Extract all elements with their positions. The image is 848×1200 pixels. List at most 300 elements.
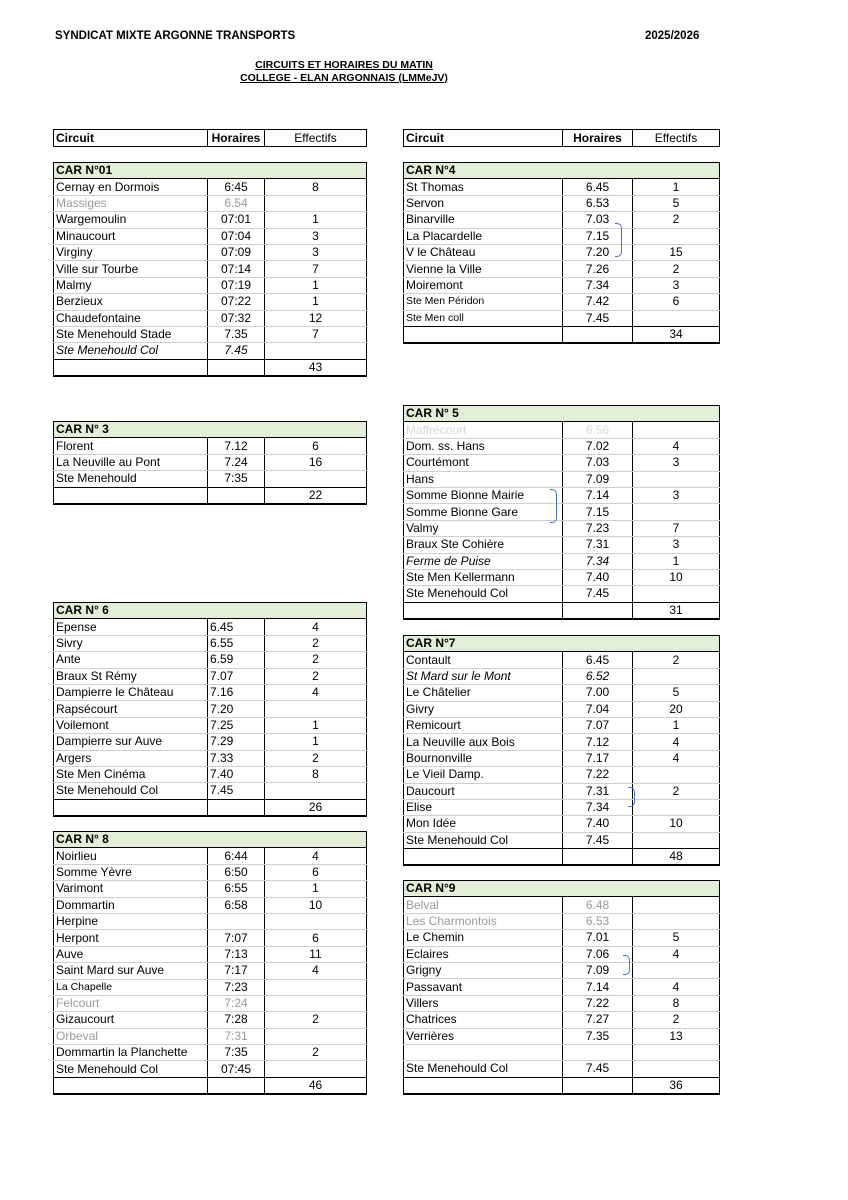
table-row	[404, 1044, 720, 1060]
stop-time: 7.12	[563, 734, 633, 750]
stop-time: 7.27	[563, 1012, 633, 1028]
stop-count: 2	[265, 652, 367, 668]
total-count: 34	[633, 326, 720, 343]
stop-name: Wargemoulin	[54, 212, 208, 228]
stop-name: Belval	[404, 897, 563, 913]
table-row	[404, 422, 720, 438]
stop-count	[265, 979, 367, 995]
stop-time: 7.16	[208, 684, 265, 700]
stop-time: 7.15	[563, 228, 633, 244]
stop-time: 7.34	[563, 799, 633, 815]
stop-name: Rapsécourt	[54, 701, 208, 717]
stop-time: 7.14	[563, 979, 633, 995]
stop-name: Cernay en Dormois	[54, 179, 208, 195]
stop-time: 6.56	[563, 422, 633, 438]
table-row	[54, 454, 367, 470]
stop-time: 7.14	[563, 487, 633, 503]
stop-time: 07:04	[208, 228, 265, 244]
stop-name: Ste Men coll	[404, 310, 563, 326]
stop-time: 7.45	[208, 343, 265, 359]
stop-time: 7.34	[563, 553, 633, 569]
stop-count: 4	[265, 963, 367, 979]
table-row	[404, 767, 720, 783]
group-brace	[615, 223, 622, 257]
stop-time: 7.34	[563, 277, 633, 293]
table-row	[54, 930, 367, 946]
table-row	[404, 995, 720, 1011]
stop-time: 7.03	[563, 455, 633, 471]
stop-count	[633, 310, 720, 326]
stop-name: Florent	[54, 438, 208, 454]
table-row	[54, 864, 367, 880]
stop-count: 1	[265, 277, 367, 293]
stop-time: 7:23	[208, 979, 265, 995]
stop-time: 7.45	[563, 1061, 633, 1077]
stop-name: Dommartin	[54, 897, 208, 913]
stop-count: 2	[633, 652, 720, 668]
stop-count	[265, 701, 367, 717]
car-05-table	[403, 405, 720, 620]
stop-name: Saint Mard sur Auve	[54, 963, 208, 979]
stop-name: Eclaires	[404, 946, 563, 962]
stop-name: Le Châtelier	[404, 685, 563, 701]
column-header-right	[403, 129, 720, 147]
stop-time: 07:14	[208, 261, 265, 277]
stop-count: 1	[633, 179, 720, 195]
stop-name: Epense	[54, 619, 208, 635]
stop-name: Berzieux	[54, 294, 208, 310]
stop-time: 07:45	[208, 1061, 265, 1077]
table-row	[404, 701, 720, 717]
stop-time: 07:22	[208, 294, 265, 310]
stop-time: 7.25	[208, 717, 265, 733]
table-row	[404, 946, 720, 962]
stop-count: 2	[265, 750, 367, 766]
stop-time: 7:07	[208, 930, 265, 946]
stop-name: Binarville	[404, 212, 563, 228]
table-row	[54, 343, 367, 359]
stop-time: 07:19	[208, 277, 265, 293]
stop-time: 7.22	[563, 995, 633, 1011]
table-row	[404, 897, 720, 913]
total-count: 31	[633, 602, 720, 619]
table-row	[404, 569, 720, 585]
stop-count	[265, 783, 367, 799]
table-row	[54, 471, 367, 487]
stop-time: 7.29	[208, 734, 265, 750]
stop-name: Massiges	[54, 195, 208, 211]
table-row	[404, 553, 720, 569]
stop-count: 3	[633, 537, 720, 553]
table-row	[404, 487, 720, 503]
stop-name: La Neuville au Pont	[54, 454, 208, 470]
table-row	[54, 1028, 367, 1044]
stop-name: La Placardelle	[404, 228, 563, 244]
stop-time: 7.09	[563, 471, 633, 487]
table-row	[404, 962, 720, 978]
stop-count: 2	[633, 1012, 720, 1028]
stop-name: La Chapelle	[54, 979, 208, 995]
table-row	[404, 310, 720, 326]
stop-count: 6	[265, 930, 367, 946]
stop-name: Gizaucourt	[54, 1012, 208, 1028]
stop-count	[265, 195, 367, 211]
stop-count: 3	[633, 455, 720, 471]
table-row	[54, 179, 367, 195]
table-row	[54, 294, 367, 310]
table-row	[54, 212, 367, 228]
stop-count	[265, 1061, 367, 1077]
stop-count: 4	[633, 979, 720, 995]
table-row	[404, 586, 720, 602]
total-cell	[404, 602, 563, 619]
stop-count: 2	[265, 668, 367, 684]
table-row	[54, 979, 367, 995]
stop-name: Minaucourt	[54, 228, 208, 244]
stop-time: 7.23	[563, 520, 633, 536]
stop-count: 4	[633, 750, 720, 766]
stop-time: 7.45	[563, 586, 633, 602]
table-row	[404, 1012, 720, 1028]
total-count: 22	[265, 487, 367, 504]
table-row	[54, 783, 367, 799]
stop-name: Virginy	[54, 244, 208, 260]
group-brace	[623, 955, 630, 975]
car-06-table	[53, 602, 367, 817]
stop-count: 3	[265, 244, 367, 260]
stop-time: 7:35	[208, 1045, 265, 1061]
stop-name: Maffrécourt	[404, 422, 563, 438]
stop-name: Verrières	[404, 1028, 563, 1044]
stop-count: 2	[633, 212, 720, 228]
stop-name: Voilemont	[54, 717, 208, 733]
table-row	[404, 438, 720, 454]
stop-name: Somme Yèvre	[54, 864, 208, 880]
table-row	[54, 946, 367, 962]
title-line-2: COLLEGE - ELAN ARGONNAIS (LMMeJV)	[240, 72, 448, 84]
stop-count: 10	[633, 816, 720, 832]
stop-name: Ste Men Kellermann	[404, 569, 563, 585]
stop-count: 2	[633, 783, 720, 799]
stop-name: Braux Ste Cohière	[404, 537, 563, 553]
table-row	[404, 832, 720, 848]
stop-name: Orbeval	[54, 1028, 208, 1044]
stop-name: La Neuville aux Bois	[404, 734, 563, 750]
col-effectifs: Effectifs	[633, 130, 720, 147]
stop-time: 6:44	[208, 848, 265, 864]
stop-name: Passavant	[404, 979, 563, 995]
table-row	[404, 1061, 720, 1077]
stop-name: Dom. ss. Hans	[404, 438, 563, 454]
stop-name: Remicourt	[404, 717, 563, 733]
stop-time: 6.54	[208, 195, 265, 211]
stop-count	[633, 668, 720, 684]
stop-count: 1	[265, 294, 367, 310]
stop-count: 6	[265, 864, 367, 880]
table-row	[54, 913, 367, 929]
stop-count	[265, 995, 367, 1011]
table-row	[54, 1061, 367, 1077]
total-cell	[563, 1077, 633, 1094]
stop-name: Le Vieil Damp.	[404, 767, 563, 783]
stop-time: 6:50	[208, 864, 265, 880]
col-circuit: Circuit	[54, 130, 208, 147]
stop-time	[563, 1044, 633, 1060]
stop-count: 4	[265, 619, 367, 635]
table-row	[404, 455, 720, 471]
total-cell	[54, 799, 208, 816]
stop-name: Somme Bionne Gare	[404, 504, 563, 520]
col-horaires: Horaires	[563, 130, 633, 147]
stop-time: 6.45	[563, 652, 633, 668]
stop-name: Ste Menehould Col	[404, 586, 563, 602]
car-title: CAR N°9	[404, 881, 720, 897]
stop-count: 2	[633, 261, 720, 277]
stop-name: Courtémont	[404, 455, 563, 471]
stop-time: 7.40	[563, 569, 633, 585]
stop-name: Villers	[404, 995, 563, 1011]
stop-count: 11	[265, 946, 367, 962]
total-cell	[208, 799, 265, 816]
stop-count	[633, 767, 720, 783]
stop-count: 10	[633, 569, 720, 585]
stop-count	[633, 897, 720, 913]
stop-count	[633, 832, 720, 848]
stop-count: 1	[265, 717, 367, 733]
stop-count	[633, 1044, 720, 1060]
table-row	[54, 963, 367, 979]
stop-count: 1	[633, 553, 720, 569]
table-row	[54, 848, 367, 864]
stop-time: 7.40	[208, 766, 265, 782]
stop-time: 7.02	[563, 438, 633, 454]
stop-name: Ste Men Péridon	[404, 294, 563, 310]
stop-time: 7.09	[563, 962, 633, 978]
stop-name: Braux St Rémy	[54, 668, 208, 684]
stop-count	[633, 471, 720, 487]
stop-name: Malmy	[54, 277, 208, 293]
car-title: CAR N°01	[54, 163, 367, 179]
stop-name: Ste Menehould Col	[404, 1061, 563, 1077]
stop-count: 4	[265, 848, 367, 864]
table-row	[404, 685, 720, 701]
stop-time: 6:45	[208, 179, 265, 195]
stop-count: 1	[265, 881, 367, 897]
stop-count: 4	[633, 946, 720, 962]
stop-name: Le Chemin	[404, 930, 563, 946]
stop-name: Dommartin la Planchette	[54, 1045, 208, 1061]
table-row	[54, 438, 367, 454]
total-cell	[54, 1077, 208, 1094]
stop-time: 6.52	[563, 668, 633, 684]
stop-time: 7.22	[563, 767, 633, 783]
car-03-table	[53, 421, 367, 505]
total-count: 46	[265, 1077, 367, 1094]
car-title: CAR N°4	[404, 163, 720, 179]
stop-count: 1	[633, 717, 720, 733]
title-line-1: CIRCUITS ET HORAIRES DU MATIN	[255, 59, 433, 71]
stop-name: Elise	[404, 799, 563, 815]
stop-name: Ste Menehould Stade	[54, 326, 208, 342]
total-cell	[54, 487, 208, 504]
stop-count: 2	[265, 635, 367, 651]
stop-count	[265, 913, 367, 929]
stop-time: 7:17	[208, 963, 265, 979]
table-row	[404, 816, 720, 832]
stop-time: 7:13	[208, 946, 265, 962]
table-row	[54, 701, 367, 717]
table-row	[404, 734, 720, 750]
col-effectifs: Effectifs	[265, 130, 367, 147]
stop-name: Chatrices	[404, 1012, 563, 1028]
stop-name: Somme Bionne Mairie	[404, 487, 563, 503]
total-count: 36	[633, 1077, 720, 1094]
col-horaires: Horaires	[208, 130, 265, 147]
stop-count: 2	[265, 1012, 367, 1028]
school-year: 2025/2026	[645, 30, 700, 42]
col-circuit: Circuit	[404, 130, 563, 147]
table-row	[54, 619, 367, 635]
stop-time: 7.12	[208, 438, 265, 454]
stop-time: 7.45	[563, 310, 633, 326]
table-row	[404, 537, 720, 553]
table-row	[54, 228, 367, 244]
stop-name: Vienne la Ville	[404, 261, 563, 277]
stop-count: 5	[633, 930, 720, 946]
total-cell	[208, 487, 265, 504]
stop-name: Bournonville	[404, 750, 563, 766]
stop-time: 6.45	[563, 179, 633, 195]
stop-name: Ferme de Puise	[404, 553, 563, 569]
stop-time: 7.45	[563, 832, 633, 848]
stop-time: 07:01	[208, 212, 265, 228]
table-row	[404, 195, 720, 211]
stop-name: Les Charmontois	[404, 913, 563, 929]
stop-time: 07:09	[208, 244, 265, 260]
stop-time: 7.17	[563, 750, 633, 766]
stop-count	[633, 504, 720, 520]
stop-time: 7:24	[208, 995, 265, 1011]
stop-time: 7:28	[208, 1012, 265, 1028]
table-row	[54, 881, 367, 897]
table-row	[54, 277, 367, 293]
stop-name: Givry	[404, 701, 563, 717]
stop-count	[633, 962, 720, 978]
stop-time: 7.24	[208, 454, 265, 470]
total-cell	[404, 1077, 563, 1094]
stop-time: 7.31	[563, 783, 633, 799]
table-row	[54, 750, 367, 766]
stop-time: 7.07	[563, 717, 633, 733]
table-row	[404, 277, 720, 293]
stop-count: 8	[265, 179, 367, 195]
stop-name: Ste Menehould Col	[54, 1061, 208, 1077]
stop-name: Mon Idée	[404, 816, 563, 832]
table-row	[54, 684, 367, 700]
stop-count	[633, 799, 720, 815]
stop-count	[265, 343, 367, 359]
table-row	[404, 930, 720, 946]
stop-name: Noirlieu	[54, 848, 208, 864]
stop-count	[633, 228, 720, 244]
table-row	[404, 212, 720, 228]
total-cell	[208, 359, 265, 376]
stop-time: 7.06	[563, 946, 633, 962]
stop-name: Grigny	[404, 962, 563, 978]
table-row	[404, 261, 720, 277]
table-row	[404, 783, 720, 799]
stop-time: 6.53	[563, 195, 633, 211]
stop-count: 16	[265, 454, 367, 470]
stop-name: Ante	[54, 652, 208, 668]
table-row	[54, 326, 367, 342]
stop-count: 3	[265, 228, 367, 244]
stop-count: 1	[265, 212, 367, 228]
stop-count: 2	[265, 1045, 367, 1061]
stop-count: 4	[633, 438, 720, 454]
stop-time: 7.35	[208, 326, 265, 342]
stop-time: 7.40	[563, 816, 633, 832]
table-row	[54, 261, 367, 277]
stop-name: Auve	[54, 946, 208, 962]
table-row	[54, 995, 367, 1011]
total-count: 43	[265, 359, 367, 376]
stop-name: Sivry	[54, 635, 208, 651]
stop-time	[208, 913, 265, 929]
group-brace	[550, 489, 557, 523]
stop-time: 7:31	[208, 1028, 265, 1044]
table-row	[404, 471, 720, 487]
stop-name: Chaudefontaine	[54, 310, 208, 326]
total-cell	[563, 326, 633, 343]
car-07-table	[403, 635, 720, 866]
stop-name: Dampierre le Château	[54, 684, 208, 700]
stop-time: 6.59	[208, 652, 265, 668]
stop-count: 10	[265, 897, 367, 913]
table-row	[54, 717, 367, 733]
group-brace	[628, 787, 635, 807]
stop-count: 12	[265, 310, 367, 326]
table-row	[54, 652, 367, 668]
stop-name: Ste Menehould Col	[54, 343, 208, 359]
stop-count	[265, 471, 367, 487]
table-row	[54, 766, 367, 782]
stop-name: Ste Menehould Col	[404, 832, 563, 848]
stop-name: Ste Menehould	[54, 471, 208, 487]
stop-count: 5	[633, 195, 720, 211]
stop-time: 7.33	[208, 750, 265, 766]
stop-count	[633, 913, 720, 929]
table-row	[404, 750, 720, 766]
stop-count	[633, 1061, 720, 1077]
stop-name: V le Château	[404, 244, 563, 260]
stop-time: 7.45	[208, 783, 265, 799]
stop-time: 7.20	[563, 244, 633, 260]
stop-count: 13	[633, 1028, 720, 1044]
stop-time: 07:32	[208, 310, 265, 326]
stop-count: 7	[265, 326, 367, 342]
stop-name: Ste Menehould Col	[54, 783, 208, 799]
stop-name: Contault	[404, 652, 563, 668]
car-title: CAR N° 6	[54, 603, 367, 619]
stop-count: 7	[265, 261, 367, 277]
stop-count: 3	[633, 487, 720, 503]
stop-count	[265, 1028, 367, 1044]
table-row	[404, 520, 720, 536]
stop-time: 7.15	[563, 504, 633, 520]
stop-name: Felcourt	[54, 995, 208, 1011]
stop-time: 7.35	[563, 1028, 633, 1044]
